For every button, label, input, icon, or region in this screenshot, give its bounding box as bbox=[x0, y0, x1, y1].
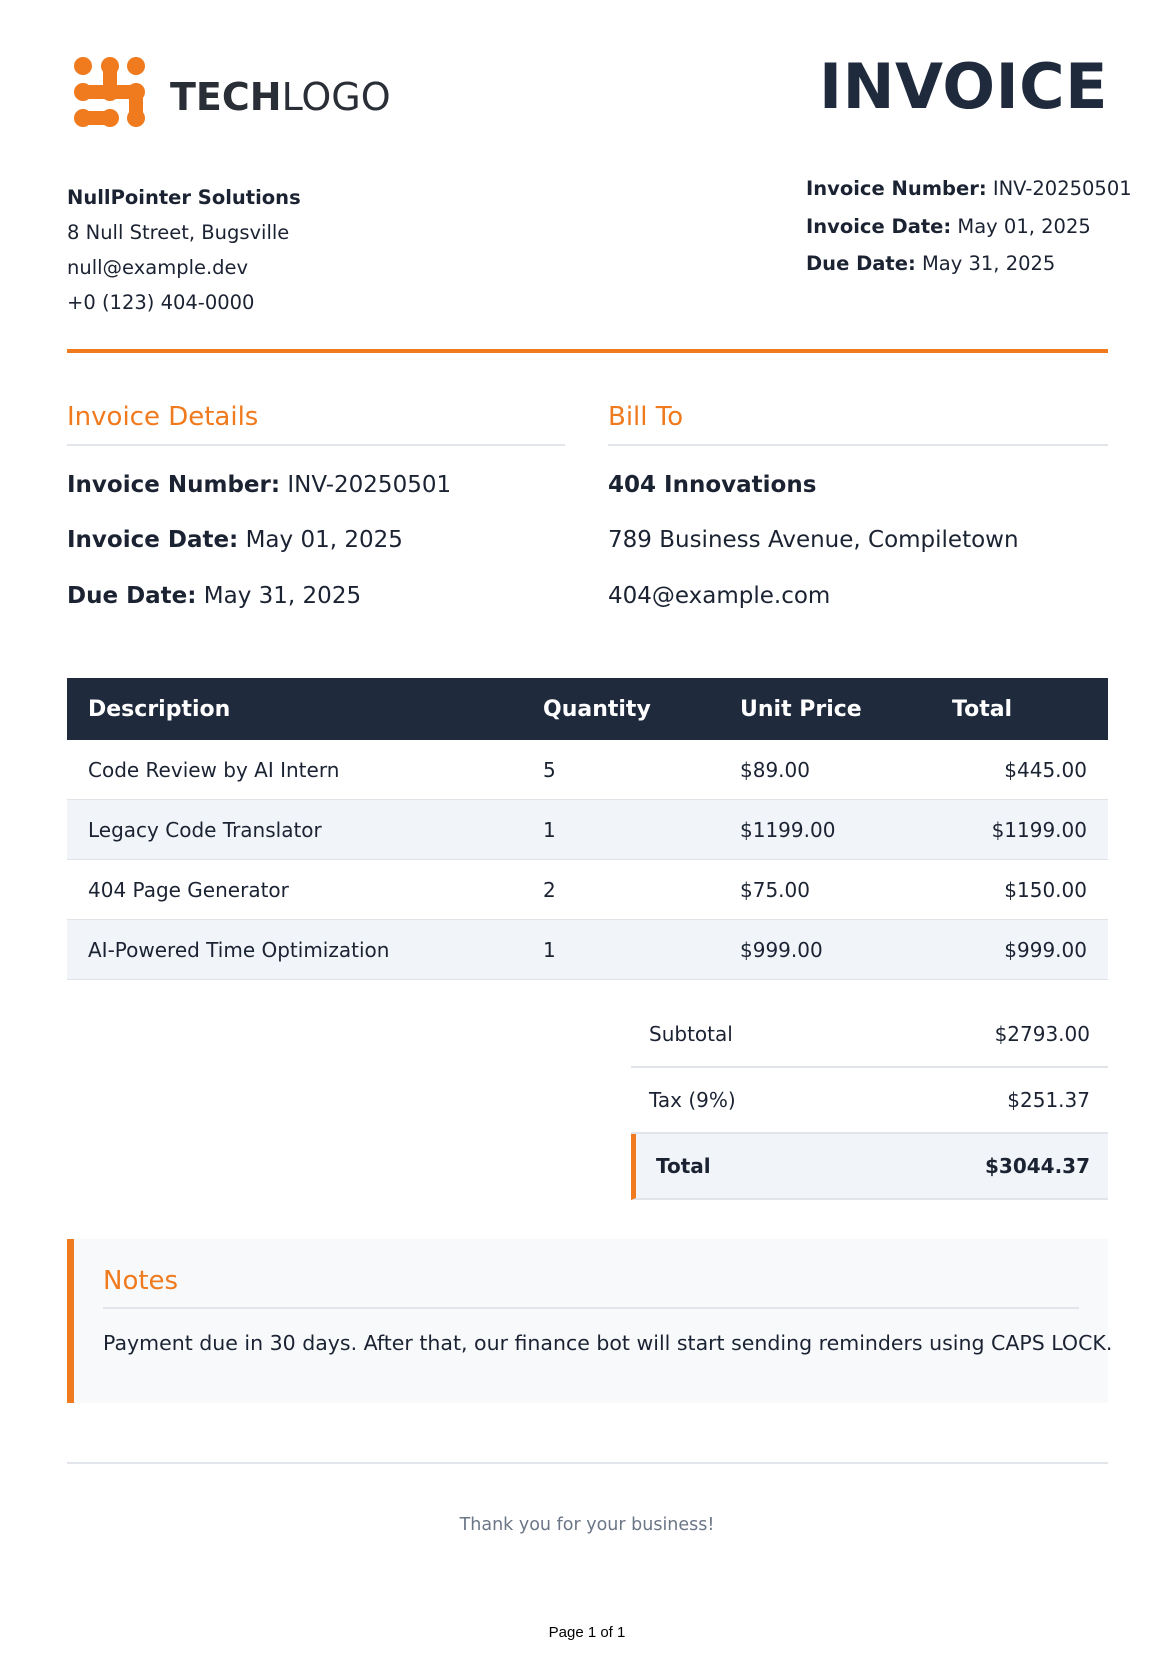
tax-row bbox=[631, 1068, 1108, 1134]
page-number: Page 1 of 1 bbox=[548, 1624, 626, 1641]
client-name: 404 Innovations bbox=[608, 472, 817, 498]
details-invoice-number: Invoice Number: INV-20250501 bbox=[67, 472, 452, 498]
table-row bbox=[67, 920, 1108, 980]
item-total: $999.00 bbox=[931, 920, 1108, 980]
details-due-date: Due Date: May 31, 2025 bbox=[67, 583, 362, 609]
company-phone: +0 (123) 404-0000 bbox=[67, 291, 255, 314]
company-info bbox=[67, 180, 301, 320]
item-unit-price: $999.00 bbox=[719, 920, 931, 980]
tax-label: Tax (9%) bbox=[649, 1088, 736, 1112]
item-quantity: 2 bbox=[522, 860, 719, 920]
footer-divider bbox=[67, 1462, 1108, 1464]
item-total: $1199.00 bbox=[931, 800, 1108, 860]
notes-box bbox=[67, 1239, 1113, 1403]
line-items-table bbox=[67, 678, 1108, 980]
thank-you-message: Thank you for your business! bbox=[459, 1515, 715, 1535]
item-description: AI-Powered Time Optimization bbox=[67, 920, 522, 980]
item-unit-price: $75.00 bbox=[719, 860, 931, 920]
client-address: 789 Business Avenue, Compiletown bbox=[608, 527, 1019, 553]
item-description: 404 Page Generator bbox=[67, 860, 522, 920]
company-name: NullPointer Solutions bbox=[67, 186, 301, 209]
table-row bbox=[67, 740, 1108, 800]
page-title: INVOICE bbox=[819, 50, 1108, 123]
col-quantity: Quantity bbox=[522, 678, 719, 740]
logo-wordmark: TECHLOGO bbox=[170, 75, 391, 119]
company-logo bbox=[72, 55, 402, 145]
item-total: $445.00 bbox=[931, 740, 1108, 800]
grand-total-value: $3044.37 bbox=[984, 1154, 1090, 1178]
notes-text: Payment due in 30 days. After that, our finance bot will start sending reminders using CAPS LOCK. bbox=[103, 1331, 1113, 1355]
totals-summary bbox=[631, 1002, 1108, 1200]
grand-total-row bbox=[631, 1134, 1108, 1200]
grand-total-label: Total bbox=[656, 1154, 711, 1178]
invoice-meta-header bbox=[806, 170, 1132, 283]
company-email: null@example.dev bbox=[67, 256, 249, 279]
table-row bbox=[67, 860, 1108, 920]
item-quantity: 5 bbox=[522, 740, 719, 800]
notes-title: Notes bbox=[103, 1266, 179, 1296]
bill-to-title: Bill To bbox=[608, 402, 684, 432]
col-description: Description bbox=[67, 678, 522, 740]
col-total: Total bbox=[931, 678, 1108, 740]
subtotal-value: $2793.00 bbox=[994, 1022, 1090, 1046]
details-invoice-date: Invoice Date: May 01, 2025 bbox=[67, 527, 403, 553]
notes-divider bbox=[103, 1307, 1079, 1309]
table-header-row bbox=[67, 678, 1108, 740]
meta-invoice-number: Invoice Number: INV-20250501 bbox=[806, 177, 1132, 200]
company-address: 8 Null Street, Bugsville bbox=[67, 221, 290, 244]
molecule-logo-icon bbox=[72, 55, 164, 145]
tax-value: $251.37 bbox=[1007, 1088, 1090, 1112]
client-email: 404@example.com bbox=[608, 583, 831, 609]
subtotal-label: Subtotal bbox=[649, 1022, 733, 1046]
subtotal-row bbox=[631, 1002, 1108, 1068]
item-description: Legacy Code Translator bbox=[67, 800, 522, 860]
bill-to-divider bbox=[608, 444, 1108, 446]
item-unit-price: $1199.00 bbox=[719, 800, 931, 860]
table-row bbox=[67, 800, 1108, 860]
invoice-details-title: Invoice Details bbox=[67, 402, 259, 432]
meta-invoice-date: Invoice Date: May 01, 2025 bbox=[806, 214, 1091, 238]
col-unit-price: Unit Price bbox=[719, 678, 931, 740]
item-quantity: 1 bbox=[522, 800, 719, 860]
item-description: Code Review by AI Intern bbox=[67, 740, 522, 800]
header-divider bbox=[67, 349, 1108, 353]
invoice-details-divider bbox=[67, 444, 565, 446]
item-total: $150.00 bbox=[931, 860, 1108, 920]
item-unit-price: $89.00 bbox=[719, 740, 931, 800]
meta-due-date: Due Date: May 31, 2025 bbox=[806, 252, 1056, 275]
item-quantity: 1 bbox=[522, 920, 719, 980]
